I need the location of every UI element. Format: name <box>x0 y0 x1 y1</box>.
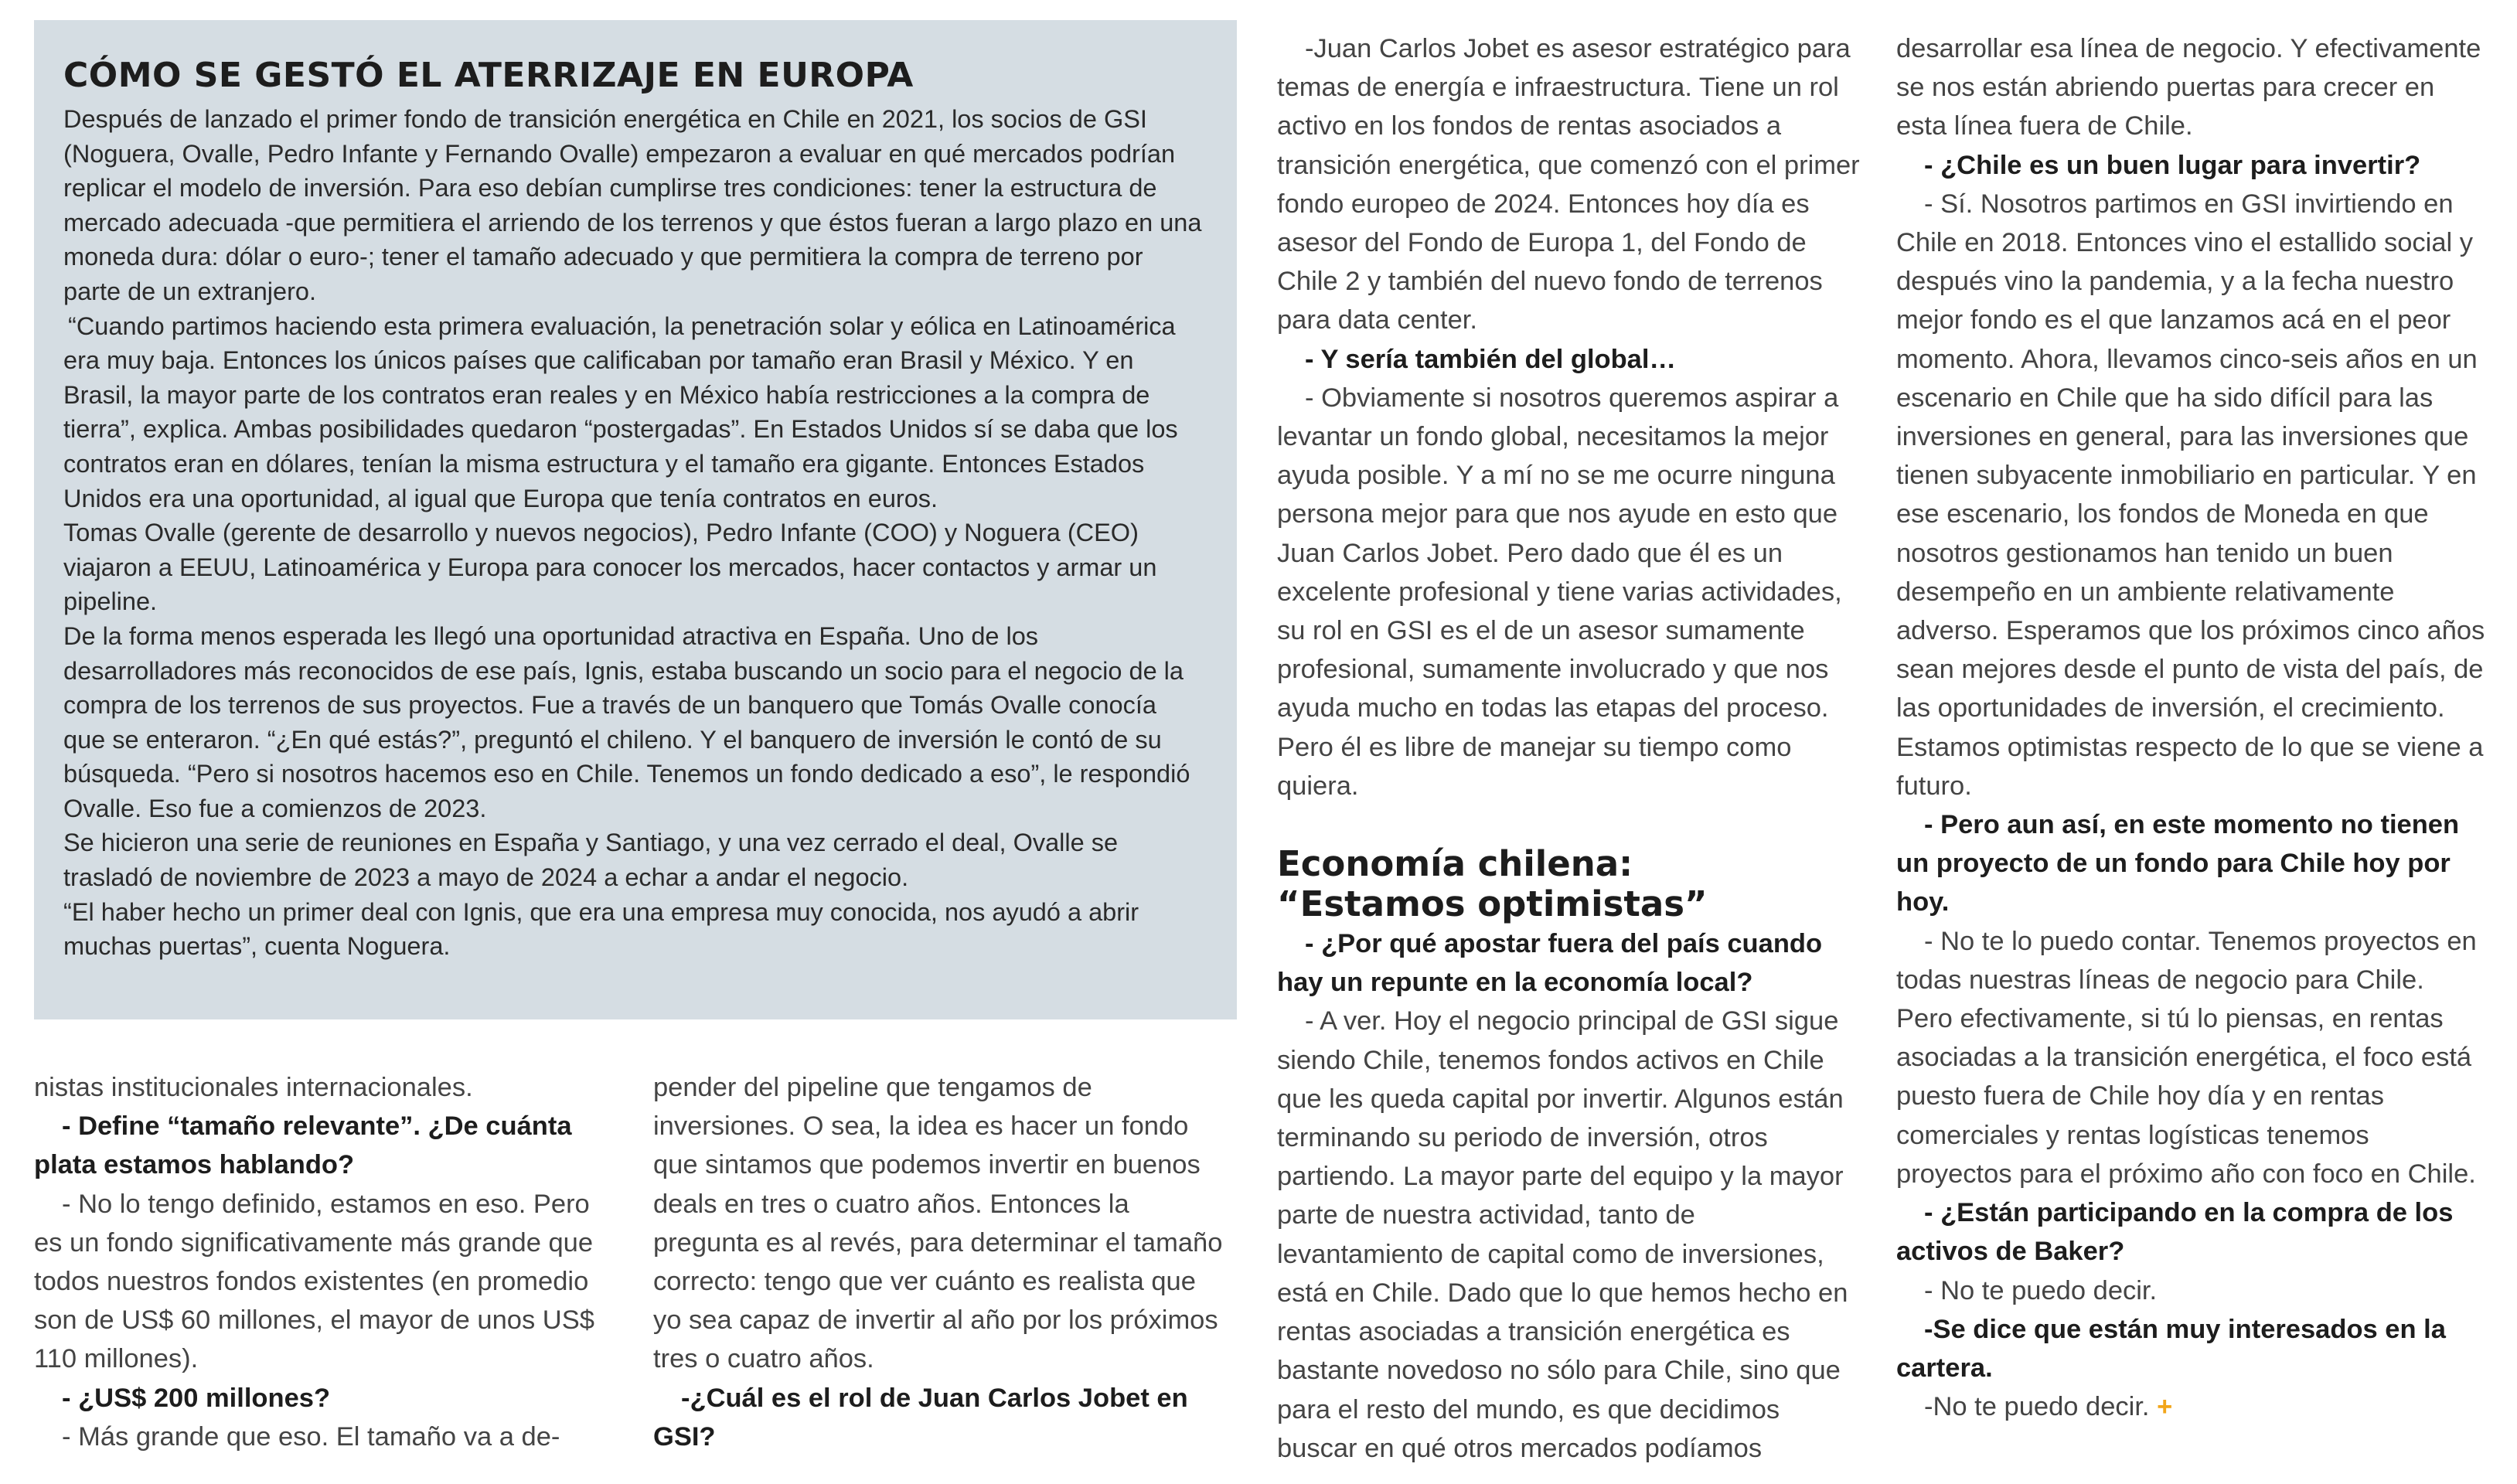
column-3 <box>1277 29 1865 1468</box>
sidebar-box <box>34 20 1237 1019</box>
section-heading-line: “Estamos optimistas” <box>1277 883 1708 925</box>
column-3-top <box>1277 29 1865 805</box>
interview-question: - ¿US$ 200 millones? <box>62 1383 331 1413</box>
interview-answer: - Sí. Nosotros partimos en GSI invirtiendo en Chile en 2018. Entonces vino el estallido social y después vino la pandemia, y a la fecha nuestro mejor fondo es el que lanzamos acá en el peor momento. Ahora, llevamos cinco-seis años en un escenario en Chile que ha sido difícil para las inversiones en general, para las inversiones que tienen subyacente inmobiliario en particular. Y en ese escenario, los fondos de Moneda en que nosotros gestionamos han tenido un buen desempeño en un ambiente relativamente adverso. Esperamos que los próximos cinco años sean mejores desde el punto de vista del país, de las oportunidades de inversión, el crecimiento. Estamos optimistas respecto de lo que se viene a futuro. <box>1896 189 2485 801</box>
interview-question: - ¿Chile es un buen lugar para invertir? <box>1924 150 2421 180</box>
interview-answer: - A ver. Hoy el negocio principal de GSI sigue siendo Chile, tenemos fondos activos en Chile que les queda capital por invertir. Algunos están terminando su periodo de inversión, otros partiendo. La mayor parte del equipo y la mayor parte de nuestra actividad, tanto de levantamiento de capital como de inversiones, está en Chile. Dado que lo que hemos hecho en rentas asociadas a transición energética es bastante novedoso no sólo para Chile, sino que para el resto del mundo, es que decidimos buscar en qué otros mercados podíamos <box>1277 1006 1848 1463</box>
interview-question: - Pero aun así, en este momento no tienen un proyecto de un fondo para Chile hoy por hoy. <box>1896 810 2460 917</box>
column-4 <box>1896 29 2485 1426</box>
interview-answer: - No lo tengo definido, estamos en eso. Pero es un fondo significativamente más grande que todos nuestros fondos existentes (en promedio son de US$ 60 millones, el mayor de unos US$ 110 millones). <box>34 1189 594 1374</box>
sidebar-paragraph: “Cuando partimos haciendo esta primera evaluación, la penetración solar y eólica en Latinoamérica era muy baja. Entonces los únicos países que calificaban por tamaño eran Brasil y México. Y en Brasil, la mayor parte de los contratos eran reales y en México había restricciones a la compra de tierra”, explica. Ambas posibilidades quedaron “postergadas”. En Estados Unidos sí se daba que los contratos eran en dólares, tenían la misma estructura y el tamaño era gigante. Entonces Estados Unidos era una oportunidad, al igual que Europa que tenía contratos en euros. <box>63 311 1178 512</box>
interview-answer: - Más grande que eso. El tamaño va a de- <box>62 1421 560 1452</box>
interview-answer: pender del pipeline que tengamos de inversiones. O sea, la idea es hacer un fondo que sintamos que podemos invertir en buenos deals en tres o cuatro años. Entonces la pregunta es al revés, para determinar el tamaño correcto: tengo que ver cuánto es realista que yo sea capaz de invertir al año por los próximos tres o cuatro años. <box>653 1073 1223 1374</box>
interview-question: - ¿Por qué apostar fuera del país cuando hay un repunte en la economía local? <box>1277 929 1823 998</box>
interview-question: - Define “tamaño relevante”. ¿De cuánta plata estamos hablando? <box>34 1111 572 1180</box>
interview-answer: - No te lo puedo contar. Tenemos proyectos en todas nuestras líneas de negocio para Chile. Pero efectivamente, si tú lo piensas, en rentas asociadas a la transición energética, el foco está puesto fuera de Chile hoy día y en rentas comerciales y rentas logísticas tenemos proyectos para el próximo año con foco en Chile. <box>1896 926 2477 1189</box>
column-2 <box>653 1068 1229 1456</box>
interview-answer: - No te puedo decir. <box>1924 1275 2158 1305</box>
sidebar-paragraph: Tomas Ovalle (gerente de desarrollo y nuevos negocios), Pedro Infante (COO) y Noguera (CEO) viajaron a EEUU, Latinoamérica y Europa para conocer los mercados, hacer contactos y armar un pipeline. <box>63 519 1157 616</box>
interview-answer: - Obviamente si nosotros queremos aspirar a levantar un fondo global, necesitamos la mejor ayuda posible. Y a mí no se me ocurre ninguna persona mejor para que nos ayude en esto que Juan Carlos Jobet. Pero dado que él es un excelente profesional y tiene varias actividades, su rol en GSI es el de un asesor sumamente profesional, sumamente involucrado y que nos ayuda mucho en todas las etapas del proceso. Pero él es libre de manejar su tiempo como quiera. <box>1277 383 1842 801</box>
interview-question: - Y sería también del global… <box>1305 344 1676 374</box>
interview-question: - ¿Están participando en la compra de los activos de Baker? <box>1896 1198 2454 1267</box>
end-mark-icon: + <box>2149 1392 2173 1422</box>
sidebar-paragraph: “El haber hecho un primer deal con Ignis, que era una empresa muy conocida, nos ayudó a abrir muchas puertas”, cuenta Noguera. <box>63 897 1139 961</box>
sidebar-paragraph: De la forma menos esperada les llegó una oportunidad atractiva en España. Uno de los desarrolladores más reconocidos de ese país, Ignis, estaba buscando un socio para el negocio de la compra de los terrenos de sus proyectos. Fue a través de un banquero que Tomás Ovalle conocía que se enteraron. “¿En qué estás?”, preguntó el chileno. Y el banquero de inversión le contó de su búsqueda. “Pero si nosotros hacemos eso en Chile. Tenemos un fondo dedicado a eso”, le respondió Ovalle. Eso fue a comienzos de 2023. <box>63 621 1190 822</box>
interview-question: -Se dice que están muy interesados en la cartera. <box>1896 1314 2446 1383</box>
column-3-bottom <box>1277 924 1865 1468</box>
sidebar-paragraph: Se hicieron una serie de reuniones en España y Santiago, y una vez cerrado el deal, Ovalle se trasladó de noviembre de 2023 a mayo de 2024 a echar a andar el negocio. <box>63 829 1119 892</box>
sidebar-paragraph: Después de lanzado el primer fondo de transición energética en Chile en 2021, los socios de GSI (Noguera, Ovalle, Pedro Infante y Fernando Ovalle) empezaron a evaluar en qué mercados podrían replicar el modelo de inversión. Para eso debían cumplirse tres condiciones: tener la estructura de mercado adecuada -que permitiera el arriendo de los terrenos y que éstos fueran a largo plazo en una moneda dura: dólar o euro-; tener el tamaño adecuado y que permitiera la compra de terreno por parte de un extranjero. <box>63 105 1202 305</box>
interview-answer: -Juan Carlos Jobet es asesor estratégico para temas de energía e infraestructura. Tiene un rol activo en los fondos de rentas asociados a transición energética, que comenzó con el primer fondo europeo de 2024. Entonces hoy día es asesor del Fondo de Europa 1, del Fondo de Chile 2 y también del nuevo fondo de terrenos para data center. <box>1277 34 1860 335</box>
interview-answer: -No te puedo decir. + <box>1924 1392 2173 1422</box>
interview-answer: nistas institucionales internacionales. <box>34 1073 473 1102</box>
sidebar-title: CÓMO SE GESTÓ EL ATERRIZAJE EN EUROPA <box>63 56 914 95</box>
section-heading <box>1277 844 1865 924</box>
section-heading-line: Economía chilena: <box>1277 843 1633 885</box>
interview-answer: desarrollar esa línea de negocio. Y efectivamente se nos están abriendo puertas para crecer en esta línea fuera de Chile. <box>1896 34 2481 141</box>
spacer <box>1277 805 1865 844</box>
column-1 <box>34 1068 623 1456</box>
interview-question: -¿Cuál es el rol de Juan Carlos Jobet en GSI? <box>653 1383 1188 1452</box>
